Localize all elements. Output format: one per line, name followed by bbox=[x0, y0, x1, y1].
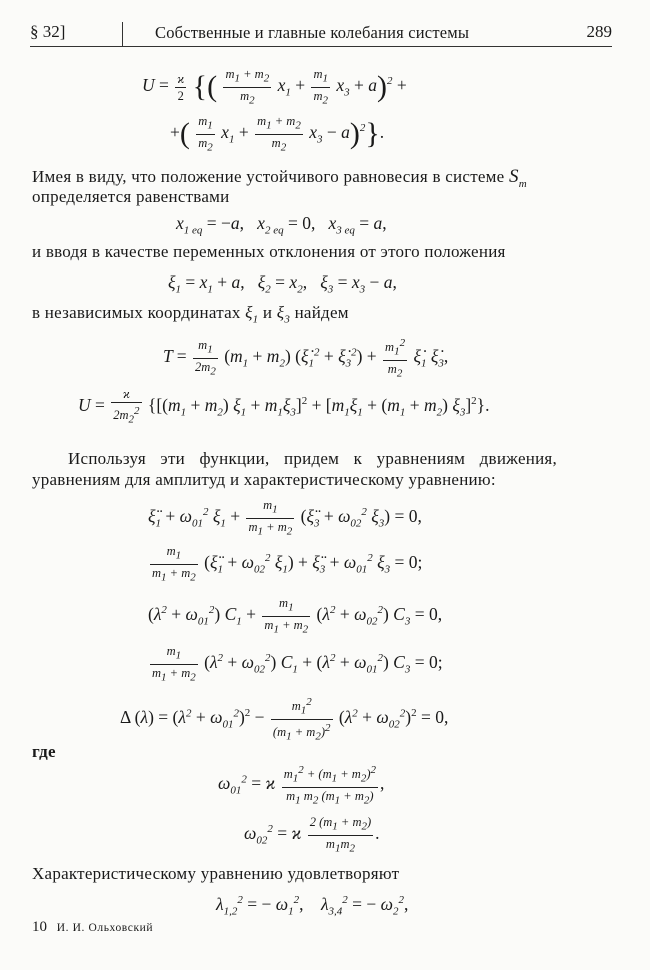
conjunction: и bbox=[262, 303, 273, 322]
page-number: 289 bbox=[586, 22, 612, 41]
equation-amplitude-1: $(\lambda^2 + \omega_{01}^2) C_1$ + $\frac{m_1}{m_1 + m_2}$ $(\lambda^2 + \omega_{02}^2) C_3 = 0$, bbox=[148, 596, 443, 635]
xi1-symbol bbox=[245, 303, 259, 326]
xi-subscript: 3 bbox=[284, 313, 291, 326]
running-title: Собственные и главные колебания системы bbox=[155, 23, 470, 42]
paragraph-equilibrium-line-2: определяется равенствами bbox=[32, 187, 230, 206]
equation-amplitude-2: $\frac{m_1}{m_1 + m_2}$ $(\lambda^2 + \omega_{02}^2) C_1 + (\lambda^2 + \omega_{01}^2) C_3 = 0$; bbox=[152, 644, 443, 683]
equation-potential-energy-xi: U = $\frac{ϰ}{2m_2^2}$ {$[(m_1 + m_2) \xi_1 + m_1\xi_3]^2 + [m_1\xi_1 + (m_1 + m_2)$ $\xi_3]^2$}. bbox=[78, 387, 490, 426]
paragraph-roots: Характеристическому уравнению удовлетворяют bbox=[32, 864, 400, 883]
xi-letter: ξ bbox=[276, 303, 285, 322]
system-subscript: m bbox=[518, 177, 527, 190]
page-header bbox=[30, 22, 612, 47]
footer-author: И. И. Ольховский bbox=[56, 922, 154, 934]
xi-letter: ξ bbox=[245, 303, 253, 322]
equation-omega02: $\omega_{02}^2 = ϰ$ $\frac{2 (m_1 + m_2)}{m_1m_2}$ . bbox=[244, 815, 380, 854]
section-number: § 32] bbox=[30, 22, 66, 41]
system-letter: S bbox=[508, 166, 519, 187]
equation-omega01: $\omega_{01}^2 = ϰ$ $\frac{m_1^2 + (m_1 + m_2)^2}{m_1 m_2 (m_1 + m_2)}$ , bbox=[218, 764, 385, 807]
system-symbol bbox=[508, 166, 527, 190]
paragraph-functions-line-1: Используя эти функции, придем к уравнениям движения, bbox=[68, 449, 558, 468]
equation-potential-energy-line-1: U = $\frac{ϰ}{2}$ {( $\frac{m_1 + m_2}{m_2}$ $x_1$ + $\frac{m_1}{m_2}$ $x_3 + a)^2$ + bbox=[142, 67, 407, 106]
equation-roots: $\lambda_{1,2}^2$ = − $\omega_1^2$, $\lambda_{3,4}^2$ = − $\omega_2^2$, bbox=[216, 894, 409, 918]
equation-kinetic-energy: T = $\frac{m_1}{2m_2}$ $(m_1 + m_2)$ ($\xi̇_1^2$ + $\xi̇_3^2$) + $\frac{m_1^2}{m_2}$ $\xi̇_1$ $\xi̇_3$, bbox=[163, 337, 449, 380]
paragraph-deviations: и вводя в качестве переменных отклонения от этого положения bbox=[32, 242, 506, 261]
signature-number: 10 bbox=[32, 919, 47, 935]
equation-deviations: $\xi_1 = x_1 + a$, $\xi_2 = x_2$, $\xi_3 = x_3 - a$, bbox=[168, 272, 397, 296]
paragraph-functions-line-2: уравнениям для амплитуд и характеристическому уравнению: bbox=[32, 470, 496, 489]
equation-motion-2: $\frac{m_1}{m_1 + m_2}$ ($\xï_1 + \omega_{02}^2$ $\xi_1$) + $\xï_3 + \omega_{01}^2$ $\xi_3 = 0$; bbox=[152, 544, 423, 583]
equation-motion-1: $\xï_1 + \omega_{01}^2$ $\xi_1$ + $\frac{m_1}{m_1 + m_2}$ ($\xï_3 + \omega_{02}^2$ $\xi_3) = 0$, bbox=[148, 498, 422, 537]
paragraph-text: найдем bbox=[294, 303, 349, 322]
paragraph-text: Имея в виду, что положение устойчивого равновесия в системе bbox=[32, 167, 505, 186]
paragraph-text: в независимых координатах bbox=[32, 303, 241, 322]
equation-equilibrium: $x_{1 eq} = -a$, $x_{2 eq} = 0$, $x_{3 eq} = a$, bbox=[176, 213, 387, 237]
xi3-symbol bbox=[276, 303, 291, 326]
equation-characteristic: Δ $(\lambda) = (\lambda^2 + \omega_{01}^2)^2$ − $\frac{m_1^2}{(m_1 + m_2)^2}$ $(\lambda^2 + \omega_{02}^2)^2 = 0$, bbox=[120, 696, 449, 743]
header-divider bbox=[122, 22, 123, 46]
paragraph-coordinates bbox=[32, 302, 349, 330]
page-footer bbox=[32, 919, 153, 936]
equation-potential-energy-line-2: +( $\frac{m_1}{m_2}$ $x_1$ + $\frac{m_1 + m_2}{m_2}$ $x_3 - a)^2$}. bbox=[170, 114, 385, 153]
where-word: где bbox=[32, 742, 56, 761]
xi-subscript: 1 bbox=[252, 313, 259, 326]
